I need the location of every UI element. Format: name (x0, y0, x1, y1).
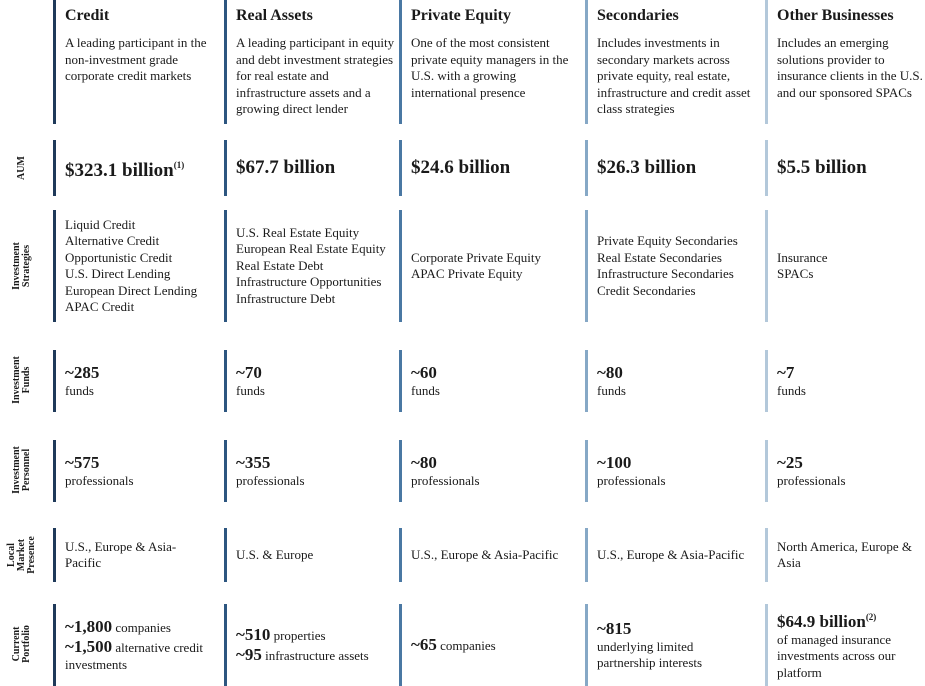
personnel-label: professionals (236, 472, 305, 488)
personnel-count: ~100 (597, 452, 632, 472)
portfolio-value: $64.9 billion (777, 611, 866, 631)
portfolio-text: of managed insurance investments across our platform (777, 631, 896, 680)
strategy-item: Real Estate Secondaries (597, 249, 722, 265)
column-title: Credit (65, 7, 110, 24)
real-assets-funds-cell (224, 350, 396, 412)
private-equity-portfolio-cell (399, 604, 583, 686)
presence-text: U.S., Europe & Asia-Pacific (65, 538, 177, 570)
aum-value: $67.7 billion (236, 157, 336, 178)
aum-value: $5.5 billion (777, 157, 867, 178)
funds-count: ~70 (236, 362, 262, 382)
portfolio-text: underlying limited partnership interests (597, 638, 703, 670)
credit-personnel-cell (53, 440, 223, 502)
strategy-item: U.S. Real Estate Equity (236, 224, 360, 240)
strategy-item: Insurance (777, 249, 828, 265)
real-assets-portfolio-cell (224, 604, 396, 686)
strategy-item: SPACs (777, 266, 814, 281)
column-title: Private Equity (411, 7, 511, 24)
strategy-item: Real Estate Debt (236, 257, 324, 273)
footnote-ref: (2) (865, 611, 877, 622)
portfolio-value: ~815 (597, 618, 632, 638)
strategy-item: Credit Secondaries (597, 282, 696, 298)
portfolio-value: ~95 (236, 645, 262, 664)
personnel-label: professionals (777, 472, 846, 488)
portfolio-text: companies (115, 619, 171, 635)
row-label-current-portfolio: Current Portfolio (11, 625, 32, 663)
portfolio-value: ~65 (411, 635, 437, 654)
column-description: Includes investments in secondary markets across private equity, real estate, infrastructure and credit asset class strategies (597, 35, 751, 116)
portfolio-text: properties (273, 628, 326, 643)
row-label-investment-strategies: Investment Strategies (11, 242, 32, 290)
real-assets-personnel-cell (224, 440, 396, 502)
row-label-aum: AUM (15, 156, 27, 180)
portfolio-text: alternative credit investments (65, 639, 204, 672)
column-description: Includes an emerging solutions provider to insurance clients in the U.S. and our sponsored SPACs (777, 35, 923, 100)
aum-value: $26.3 billion (597, 157, 697, 178)
private-equity-personnel-cell (399, 440, 583, 502)
secondaries-header-cell (585, 0, 761, 124)
personnel-count: ~25 (777, 452, 803, 472)
private-equity-strategies-cell (399, 210, 583, 322)
strategy-item: Infrastructure Debt (236, 290, 336, 306)
other-businesses-presence-cell (765, 528, 925, 582)
secondaries-funds-cell (585, 350, 761, 412)
presence-text: U.S. & Europe (236, 546, 314, 562)
private-equity-aum-cell (399, 140, 583, 196)
funds-label: funds (65, 382, 94, 398)
funds-count: ~7 (777, 362, 795, 382)
private-equity-header-cell (399, 0, 583, 124)
strategy-item: Opportunistic Credit (65, 249, 173, 265)
presence-text: North America, Europe & Asia (777, 538, 913, 570)
column-description: One of the most consistent private equity managers in the U.S. with a growing international presence (411, 35, 569, 100)
aum-value: $24.6 billion (411, 157, 511, 178)
real-assets-aum-cell (224, 140, 396, 196)
strategy-item: Infrastructure Secondaries (597, 266, 734, 281)
funds-label: funds (411, 382, 440, 398)
credit-aum-cell (53, 140, 223, 196)
strategy-item: U.S. Direct Lending (65, 266, 171, 281)
credit-presence-cell (53, 528, 223, 582)
strategy-item: APAC Private Equity (411, 266, 523, 281)
real-assets-header-cell (224, 0, 396, 124)
secondaries-presence-cell (585, 528, 761, 582)
strategy-item: APAC Credit (65, 299, 135, 314)
funds-label: funds (236, 382, 265, 398)
other-businesses-portfolio-cell (765, 604, 925, 686)
secondaries-personnel-cell (585, 440, 761, 502)
strategy-item: Alternative Credit (65, 233, 160, 248)
portfolio-value: ~1,500 (65, 636, 113, 656)
funds-count: ~80 (597, 362, 623, 382)
row-label-local-market-presence: Local Market Presence (6, 536, 37, 574)
personnel-label: professionals (411, 472, 480, 488)
column-title: Real Assets (236, 7, 313, 24)
other-businesses-funds-cell (765, 350, 925, 412)
column-title: Other Businesses (777, 7, 894, 24)
other-businesses-aum-cell (765, 140, 925, 196)
personnel-label: professionals (597, 472, 666, 488)
real-assets-strategies-cell (224, 210, 396, 322)
column-description: A leading participant in the non-investment grade corporate credit markets (65, 35, 207, 83)
row-label-investment-funds: Investment Funds (11, 356, 32, 404)
personnel-count: ~575 (65, 452, 100, 472)
aum-value: $323.1 billion (65, 160, 174, 181)
presence-text: U.S., Europe & Asia-Pacific (597, 546, 745, 562)
funds-label: funds (597, 382, 626, 398)
strategy-item: Liquid Credit (65, 216, 136, 232)
portfolio-value: ~510 (236, 625, 271, 644)
real-assets-presence-cell (224, 528, 396, 582)
personnel-label: professionals (65, 472, 134, 488)
other-businesses-strategies-cell (765, 210, 925, 322)
strategy-item: Private Equity Secondaries (597, 233, 738, 248)
funds-count: ~285 (65, 362, 100, 382)
secondaries-portfolio-cell (585, 604, 761, 686)
other-businesses-personnel-cell (765, 440, 925, 502)
secondaries-strategies-cell (585, 210, 761, 322)
footnote-ref: (1) (173, 160, 185, 170)
strategy-item: European Real Estate Equity (236, 241, 386, 257)
strategy-item: Infrastructure Opportunities (236, 274, 382, 290)
credit-portfolio-cell (53, 604, 223, 686)
presence-text: U.S., Europe & Asia-Pacific (411, 546, 559, 562)
row-label-investment-personnel: Investment Personnel (11, 446, 32, 494)
strategy-item: Corporate Private Equity (411, 249, 541, 265)
funds-label: funds (777, 382, 806, 398)
other-businesses-header-cell (765, 0, 925, 124)
private-equity-presence-cell (399, 528, 583, 582)
personnel-count: ~355 (236, 452, 271, 472)
credit-funds-cell (53, 350, 223, 412)
portfolio-text: companies (440, 638, 496, 653)
portfolio-value: ~1,800 (65, 616, 113, 636)
column-title: Secondaries (597, 7, 679, 24)
strategy-item: European Direct Lending (65, 282, 198, 298)
credit-strategies-cell (53, 210, 223, 322)
column-description: A leading participant in equity and debt investment strategies for real estate and infrastructure assets and a growing direct lender (236, 35, 395, 116)
credit-header-cell (53, 0, 223, 124)
secondaries-aum-cell (585, 140, 761, 196)
personnel-count: ~80 (411, 452, 437, 472)
private-equity-funds-cell (399, 350, 583, 412)
funds-count: ~60 (411, 362, 437, 382)
portfolio-text: infrastructure assets (265, 648, 369, 663)
